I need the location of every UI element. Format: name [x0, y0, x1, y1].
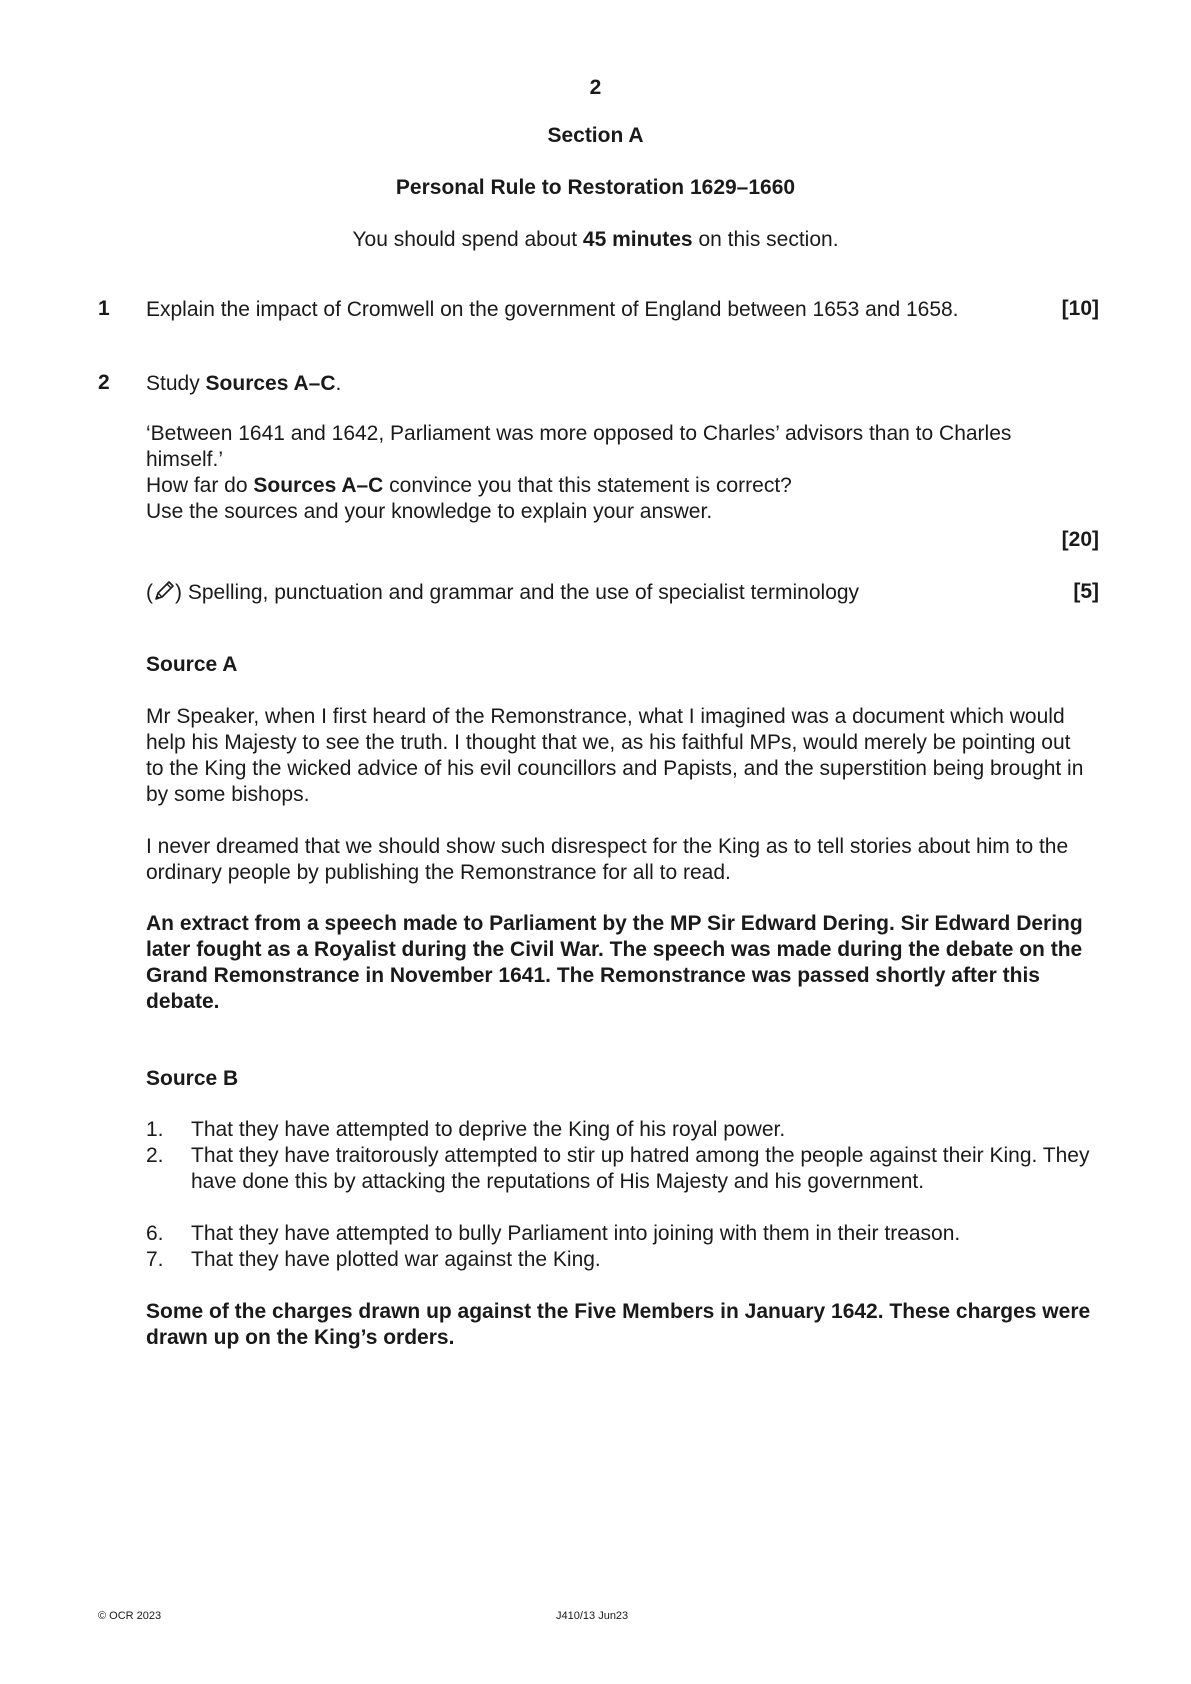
- source-a-caption: An extract from a speech made to Parliament by the MP Sir Edward Dering. Sir Edward Dering later fought as a Royalist during the Civil War. The speech was made during the debate on the Grand Remonstrance in November 1641. The Remonstrance was passed shortly after this debate.: [146, 912, 1083, 1013]
- how-far-text: How far do: [146, 474, 254, 497]
- question-1-mark: [10]: [1061, 297, 1099, 320]
- source-b-item-number: 7.: [146, 1248, 164, 1271]
- source-b-item: That they have traitorously attempted to stir up hatred among the people against their King. They have done this by attacking the reputations of His Majesty and his government.: [191, 1144, 1090, 1193]
- spag-paren-open: (: [146, 581, 153, 604]
- question-2-quote: ‘Between 1641 and 1642, Parliament was more opposed to Charles’ advisors than to Charles himself.’: [146, 422, 1012, 471]
- source-b-item: That they have attempted to bully Parliament into joining with them in their treason.: [191, 1222, 961, 1245]
- question-2-study: [146, 371, 341, 397]
- study-end: .: [335, 372, 342, 395]
- instruction-text: You should spend about: [352, 228, 583, 251]
- spag-mark: [5]: [1073, 580, 1099, 603]
- time-instruction: [0, 228, 1191, 252]
- page-number: 2: [589, 76, 602, 99]
- how-far-end: convince you that this statement is correct?: [383, 474, 792, 497]
- question-2-number: 2: [98, 371, 110, 394]
- question-2-body: [146, 421, 1091, 525]
- study-sources: Sources A–C: [205, 372, 336, 395]
- question-2-mark: [20]: [1061, 528, 1099, 551]
- spag-line: [146, 580, 859, 609]
- section-subtitle: Personal Rule to Restoration 1629–1660: [395, 176, 796, 199]
- source-b-heading: Source B: [146, 1067, 239, 1090]
- instruction-text-end: on this section.: [692, 228, 839, 251]
- section-title: Section A: [547, 124, 644, 147]
- source-a-paragraph-1: Mr Speaker, when I first heard of the Remonstrance, what I imagined was a document which would help his Majesty to see the truth. I thought that we, as his faithful MPs, would merely be pointing out to the King the wicked advice of his evil councillors and Papists, and the superstition being brought in by some bishops.: [146, 705, 1084, 806]
- source-a-heading: Source A: [146, 653, 238, 676]
- how-far-sources: Sources A–C: [253, 474, 384, 497]
- question-1-text: Explain the impact of Cromwell on the government of England between 1653 and 1658.: [146, 298, 959, 321]
- footer-paper-code: J410/13 Jun23: [556, 1610, 629, 1622]
- source-b-caption: Some of the charges drawn up against the Five Members in January 1642. These charges were drawn up on the King’s orders.: [146, 1300, 1091, 1349]
- instruction-time: 45 minutes: [582, 228, 693, 251]
- question-2-use: Use the sources and your knowledge to explain your answer.: [146, 500, 713, 523]
- source-a-paragraph-2: I never dreamed that we should show such disrespect for the King as to tell stories about him to the ordinary people by publishing the Remonstrance for all to read.: [146, 835, 1069, 884]
- source-b-item-number: 6.: [146, 1222, 164, 1245]
- source-b-item-number: 2.: [146, 1144, 164, 1167]
- spag-text: Spelling, punctuation and grammar and the use of specialist terminology: [182, 581, 860, 604]
- pencil-icon: [153, 580, 175, 609]
- source-b-item: That they have attempted to deprive the King of his royal power.: [191, 1118, 786, 1141]
- source-b-item-number: 1.: [146, 1118, 164, 1141]
- footer-copyright: © OCR 2023: [98, 1610, 162, 1622]
- question-1-number: 1: [98, 297, 110, 320]
- spag-paren-close: ): [175, 581, 182, 604]
- question-2-how-far: [146, 473, 1091, 499]
- source-b-item: That they have plotted war against the King.: [191, 1248, 601, 1271]
- study-text: Study: [146, 372, 206, 395]
